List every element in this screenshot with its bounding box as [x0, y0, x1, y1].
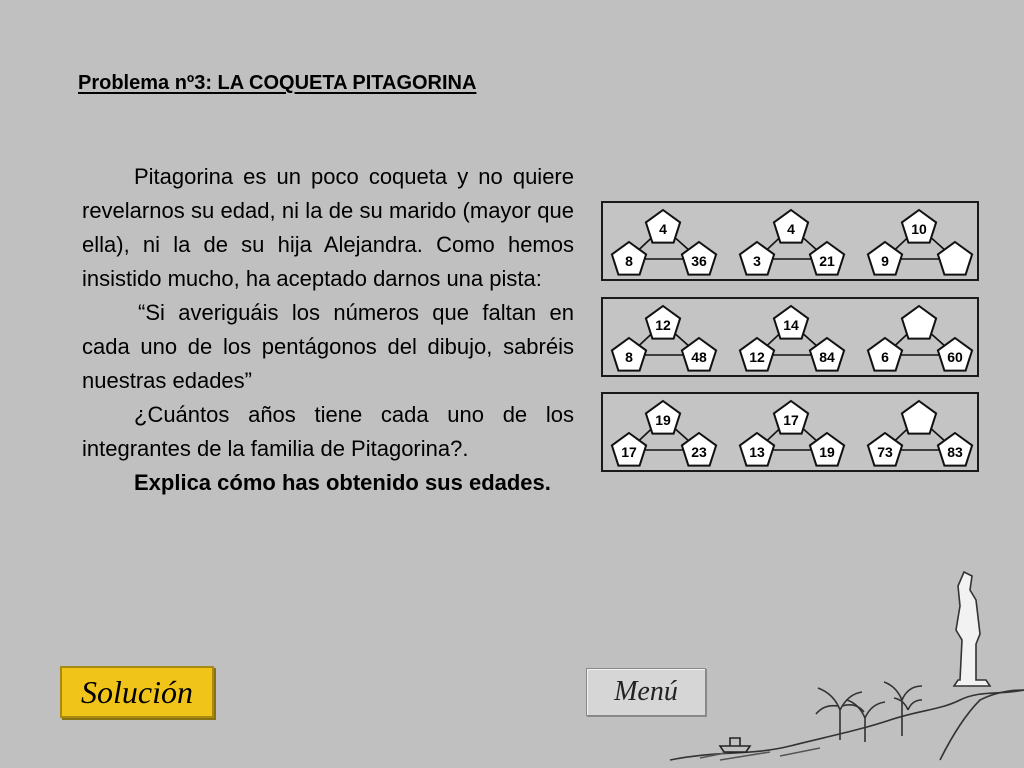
puzzle-row-2-drawing: [603, 299, 977, 375]
pentagon-number-top: 4: [659, 221, 667, 237]
puzzle-row-1-drawing: [603, 203, 977, 279]
boat-icon: [720, 738, 750, 752]
pentagon-number-left: 8: [625, 349, 633, 365]
paragraph-intro: Pitagorina es un poco coqueta y no quiere revelarnos su edad, ni la de su marido (mayor que ella), ni la de su hija Alejandra. Como hemos insistido mucho, ha aceptado darnos una pista:: [82, 164, 574, 291]
pentagon-number-top: 10: [911, 221, 927, 237]
shore-strokes: [700, 748, 820, 760]
puzzle-row-3-drawing: [603, 394, 977, 470]
paragraph-hint: “Si averiguáis los números que faltan en cada uno de los pentágonos del dibujo, sabréis nuestras edades”: [82, 300, 574, 393]
pentagon-number-right: 83: [947, 444, 963, 460]
puzzle-row-3: [601, 392, 979, 472]
palm-tree-icon-3: [884, 682, 922, 736]
pentagon-number-top: 19: [655, 412, 671, 428]
pentagon-number-top: 12: [655, 317, 671, 333]
pentagon-number-right: 36: [691, 253, 707, 269]
pentagon-number-left: 3: [753, 253, 761, 269]
pentagon-number-right: 60: [947, 349, 963, 365]
coastline-statue-illustration: [660, 560, 1024, 768]
palm-tree-icon: [816, 688, 864, 740]
pentagon-number-left: 12: [749, 349, 765, 365]
pentagon-number-right: 48: [691, 349, 707, 365]
pentagon-number-left: 73: [877, 444, 893, 460]
menu-button[interactable]: Menú: [586, 668, 706, 716]
pentagon-number-left: 13: [749, 444, 765, 460]
pentagon-number-right: 21: [819, 253, 835, 269]
paragraph-question: ¿Cuántos años tiene cada uno de los integrantes de la familia de Pitagorina?.: [82, 402, 574, 461]
pentagon-number-left: 6: [881, 349, 889, 365]
monument-base-line: [940, 690, 1024, 760]
pentagon-top: [902, 401, 936, 434]
problem-title: Problema nº3: LA COQUETA PITAGORINA: [78, 72, 477, 94]
statue-icon: [954, 572, 990, 686]
palm-tree-icon-2: [847, 700, 885, 742]
pentagon-number-top: 17: [783, 412, 799, 428]
pentagon-number-left: 17: [621, 444, 637, 460]
pentagon-number-top: 4: [787, 221, 795, 237]
pentagon-number-left: 8: [625, 253, 633, 269]
pentagon-top: [902, 306, 936, 339]
paragraph-instruction: Explica cómo has obtenido sus edades.: [134, 470, 551, 495]
puzzle-row-1: [601, 201, 979, 281]
pentagon-number-right: 19: [819, 444, 835, 460]
solucion-button[interactable]: Solución: [60, 666, 214, 718]
puzzle-row-2: [601, 297, 979, 377]
pentagon-number-top: 14: [783, 317, 799, 333]
pentagon-number-left: 9: [881, 253, 889, 269]
pentagon-right: [938, 242, 972, 275]
problem-statement: [82, 160, 574, 500]
pentagon-number-right: 23: [691, 444, 707, 460]
pentagon-number-right: 84: [819, 349, 835, 365]
